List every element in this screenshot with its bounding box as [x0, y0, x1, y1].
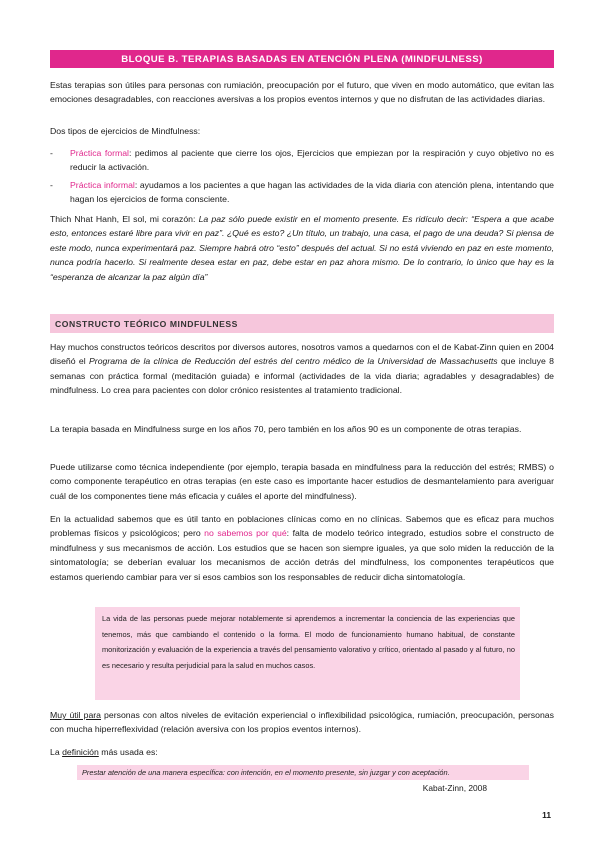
quote-box: La vida de las personas puede mejorar notablemente si aprendemos a incrementar la conciencia de las experiencias que tenemos, más que cambiando el contenido o la forma. El modo de funcionamiento humano habitual, de constante monitorización y evaluación de la experiencia a través del pensamiento valorativo y crítico, orientado al pasado y al futuro, no es necesario y resulta perjudicial para la salud en muchos casos.	[95, 607, 520, 700]
citation: Kabat-Zinn, 2008	[422, 783, 487, 793]
technique-paragraph: Puede utilizarse como técnica independiente (por ejemplo, terapia basada en mindfulness para la reducción del estrés; RMBS) o como componente terapéutico en otras terapias (en este caso es importante hacer estudios de desmantelamiento para averiguar cuál de los componentes tiene más eficacia y cuáles el aporte del mindfulness).	[50, 462, 554, 501]
bullet-text: : ayudamos a los pacientes a que hagan las actividades de la vida diaria con atención plena, intentando que hagan los ejercicios de forma consciente.	[70, 180, 554, 205]
section-title-banner	[50, 314, 554, 333]
def-text-a: La	[50, 747, 63, 757]
bullet-text: : pedimos al paciente que cierre los ojos, Ejercicios que empiezan por la respiración y cuyo objetivo no es reducir la activación.	[70, 148, 554, 173]
program-name: Programa de la clínica de Reducción del estrés del centro médico de la Universidad de Massachusetts	[89, 356, 498, 367]
kabat-text-a: Hay muchos constructos teóricos descritos por diversos autores, nosotros vamos a quedarnos con el de Kabat-Zinn quien en 2004 diseñó el	[50, 342, 554, 367]
page-number: 11	[542, 810, 551, 820]
definition-box: Prestar atención de una manera específica: con intención, en el momento presente, sin juzgar y con aceptación.	[77, 765, 529, 780]
useful-lead: Muy útil para	[50, 710, 101, 720]
kabat-text-b: que incluye 8 semanas con práctica formal (meditación guiada) e informal (actividades de la vida diaria; agradables y desagradables) de mindfulness. Lo crea para pacientes con dolor crónico resistentes al tratamiento tradicional.	[50, 356, 554, 396]
block-title-banner	[50, 50, 554, 68]
intro-paragraph: Estas terapias son útiles para personas con rumiación, preocupación por el futuro, que viven en modo automático, que evitan las emociones desagradables, con reacciones aversivas a los propios eventos internos y que no disfrutan de las actividades diarias.	[50, 80, 554, 105]
section-title: CONSTRUCTO TEÓRICO MINDFULNESS	[55, 318, 238, 329]
definition-heading	[50, 745, 554, 759]
current-text-a: En la actualidad sabemos que es útil tanto en poblaciones clínicas como en no clínicas. Sabemos que es eficaz para muchos problemas físicos y psicológicos; pero	[50, 514, 554, 539]
def-text-b: más usada es:	[98, 747, 158, 757]
thich-lead: Thich Nhat Hanh, El sol, mi corazón:	[50, 214, 199, 224]
block-title: BLOQUE B. TERAPIAS BASADAS EN ATENCIÓN PLENA (MINDFULNESS)	[121, 53, 483, 65]
useful-paragraph	[50, 708, 554, 737]
current-text-b: : falta de modelo teórico integrado, estudios sobre el constructo de mindfulness y sus mecanismos de acción. Los estudios que se hacen son siempre iguales, ya que solo miden la reducción de la sintomatología; se deberían evaluar los mecanismos de acción detrás del mindfulness, los componentes terapéuticos que estamos queriendo cambiar para ver si esos cambios son los responsables de reducir dicha sintomatología.	[50, 528, 554, 582]
types-heading: Dos tipos de ejercicios de Mindfulness:	[50, 126, 201, 136]
highlight-text: no sabemos por qué	[204, 528, 287, 539]
thich-quote: La paz sólo puede existir en el momento presente. Es ridículo decir: “Espera a que acabe esto, entonces estaré libre para vivir en paz”. ¿Qué es esto? ¿Un título, un trabajo, una casa, el pago de una deuda? Si piensa de este modo, nunca experimentará paz. Siempre habrá otro “esto” después del actual. Si no está viviendo en paz en este momento, nunca podría hacerlo. Si realmente desea estar en paz, debe estar en paz ahora mismo. De lo contrario, lo único que hay es la “esperanza de alcanzar la paz algún día”	[50, 214, 555, 282]
bullet-informal	[50, 178, 554, 207]
def-term: definición	[62, 747, 99, 757]
bullet-dash: -	[50, 180, 53, 190]
seventies-paragraph: La terapia basada en Mindfulness surge en los años 70, pero también en los años 90 es un componente de otras terapias.	[50, 424, 522, 434]
kabat-paragraph	[50, 340, 554, 398]
current-paragraph	[50, 512, 554, 584]
bullet-term: Práctica informal	[70, 180, 135, 190]
bullet-term: Práctica formal	[70, 148, 129, 158]
useful-text: personas con altos niveles de evitación experiencial o inflexibilidad psicológica, rumiación, preocupación, personas con mucha hiperreflexividad (relación aversiva con los propios eventos internos).	[50, 710, 554, 735]
thich-paragraph	[50, 212, 554, 284]
bullet-dash: -	[50, 148, 53, 158]
bullet-formal	[50, 146, 554, 175]
